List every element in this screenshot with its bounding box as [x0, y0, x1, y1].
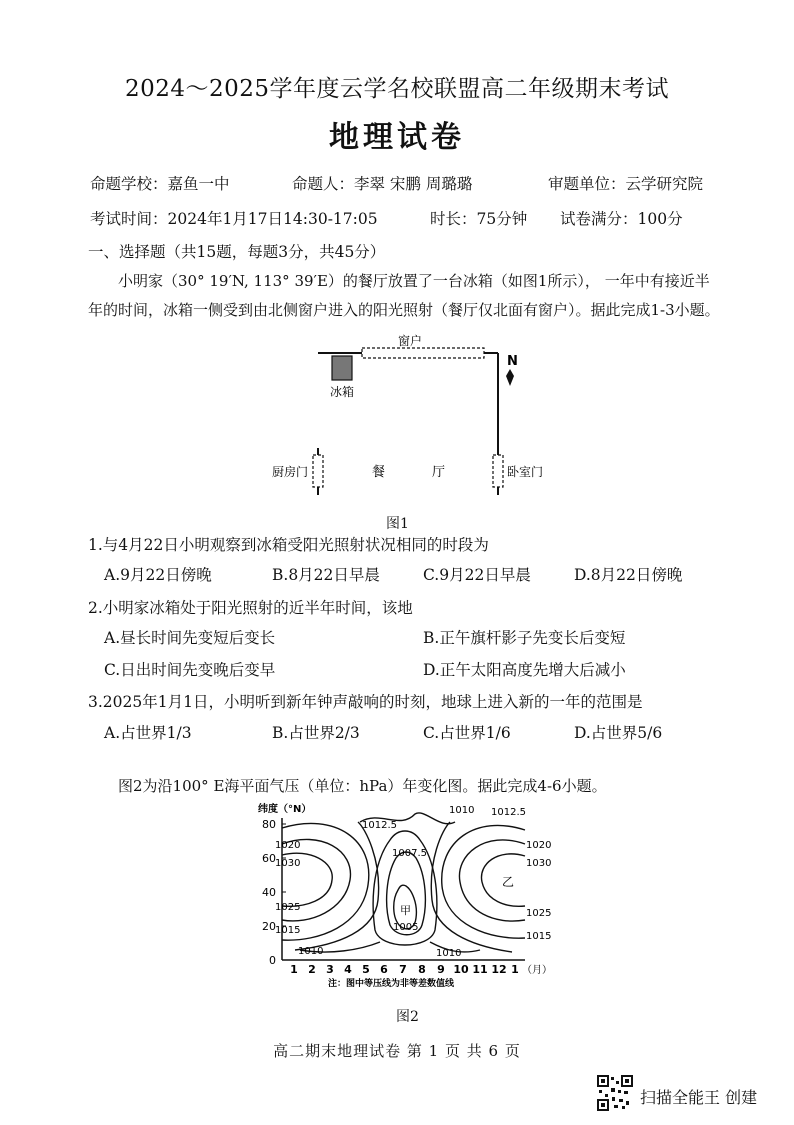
question-2-stem: 2.小明家冰箱处于阳光照射的近半年时间，该地 — [88, 599, 413, 617]
isobar-label: 1030 — [275, 858, 301, 869]
window-label: 窗户 — [397, 334, 423, 348]
figure-2-note: 注：图中等压线为非等差数值线 — [328, 979, 455, 989]
fridge-label: 冰箱 — [329, 385, 355, 399]
isobar-label: 1025 — [275, 902, 301, 913]
y-tick: 60 — [262, 852, 276, 865]
exam-time-label: 考试时间：2024年1月17日14:30-17:05 — [90, 210, 378, 228]
x-tick: 5 — [362, 963, 370, 976]
question-2-option-d: D.正午太阳高度先增大后减小 — [423, 661, 626, 679]
question-3-option-b: B.占世界2/3 — [272, 724, 360, 742]
question-3-option-a: A.占世界1/3 — [104, 724, 192, 742]
page-footer: 高二期末地理试卷 第 1 页 共 6 页 — [273, 1042, 521, 1060]
question-2-option-b: B.正午旗杆影子先变长后变短 — [423, 629, 626, 647]
isobar-label: 1015 — [275, 925, 301, 936]
kitchen-door-rect — [313, 455, 323, 487]
full-score-label: 试卷满分：100分 — [560, 210, 683, 228]
fridge-rect — [332, 356, 352, 380]
x-tick: 11 — [472, 963, 488, 976]
y-tick: 80 — [262, 818, 276, 831]
isobar-1015-left — [295, 822, 379, 950]
pressure-center-yi: 乙 — [502, 875, 515, 889]
section-heading: 一、选择题（共15题，每题3分，共45分） — [88, 243, 386, 261]
x-axis-unit: （月） — [522, 965, 552, 976]
window-rect — [362, 348, 484, 358]
x-tick: 9 — [437, 963, 445, 976]
isobar-label: 1010 — [436, 948, 462, 959]
isobar-label: 1020 — [526, 840, 552, 851]
question-3-option-d: D.占世界5/6 — [574, 724, 663, 742]
x-tick: 12 — [491, 963, 507, 976]
school-label: 命题学校：嘉鱼一中 — [90, 175, 230, 193]
intro-paragraph-line-2: 年的时间，冰箱一侧受到由北侧窗户进入的阳光照射（餐厅仅北面有窗户）。据此完成1-3小题。 — [88, 301, 720, 319]
isobar-label: 1005 — [393, 922, 419, 933]
bedroom-door-label: 卧室门 — [507, 465, 544, 479]
question-3-option-c: C.占世界1/6 — [423, 724, 511, 742]
x-tick: 1 — [290, 963, 298, 976]
isobar-label: 1015 — [526, 931, 552, 942]
intro-paragraph-line-1: 小明家（30° 19′N, 113° 39′E）的餐厅放置了一台冰箱（如图1所示）， 一年中有接近半 — [118, 272, 710, 290]
question-1-stem: 1.与4月22日小明观察到冰箱受阳光照射状况相同的时段为 — [88, 536, 489, 554]
isobar-label: 1012.5 — [491, 807, 526, 818]
isobar-label: 1010 — [449, 805, 475, 816]
isobar-1020-right — [459, 840, 525, 921]
dining-label-1: 餐 — [372, 465, 386, 480]
y-tick: 40 — [262, 886, 276, 899]
figure-2-intro: 图2为沿100° E海平面气压（单位：hPa）年变化图。据此完成4-6小题。 — [118, 777, 607, 795]
figure-2-caption: 图2 — [396, 1009, 419, 1025]
x-tick: 8 — [418, 963, 426, 976]
reviewer-label: 审题单位：云学研究院 — [548, 175, 704, 193]
qr-code-icon — [597, 1075, 633, 1111]
question-1-option-c: C.9月22日早晨 — [423, 566, 531, 584]
isobar-label: 1025 — [526, 908, 552, 919]
subject-title: 地理试卷 — [329, 120, 465, 155]
north-arrow-icon — [506, 369, 514, 386]
x-tick: 3 — [326, 963, 334, 976]
bedroom-door-rect — [493, 455, 503, 487]
isobar-1015-right — [431, 822, 515, 952]
authors-label: 命题人：李翠 宋鹏 周璐璐 — [292, 175, 473, 193]
question-1-option-a: A.9月22日傍晚 — [104, 566, 212, 584]
isobar-label: 1012.5 — [362, 820, 397, 831]
x-tick: 2 — [308, 963, 316, 976]
x-tick: 4 — [344, 963, 352, 976]
question-2-option-c: C.日出时间先变晚后变早 — [104, 661, 276, 679]
isobar-label: 1007.5 — [392, 848, 427, 859]
x-tick: 7 — [399, 963, 407, 976]
question-1-option-b: B.8月22日早晨 — [272, 566, 380, 584]
isobar-label: 1030 — [526, 858, 552, 869]
figure-2-isobar-chart — [250, 800, 560, 1000]
y-tick: 0 — [269, 954, 276, 967]
exam-title: 2024～2025学年度云学名校联盟高二年级期末考试 — [124, 76, 670, 102]
duration-label: 时长：75分钟 — [430, 210, 528, 228]
x-tick: 1 — [511, 963, 519, 976]
isobar-label: 1020 — [275, 840, 301, 851]
x-tick: 6 — [380, 963, 388, 976]
x-tick: 10 — [453, 963, 469, 976]
kitchen-door-label: 厨房门 — [271, 465, 308, 479]
question-1-option-d: D.8月22日傍晚 — [574, 566, 683, 584]
y-tick: 20 — [262, 920, 276, 933]
north-label: N — [507, 354, 518, 369]
figure-1-caption: 图1 — [386, 516, 409, 532]
dining-label-2: 厅 — [432, 465, 446, 480]
question-2-option-a: A.昼长时间先变短后变长 — [104, 629, 276, 647]
y-axis-label: 纬度（°N） — [258, 804, 312, 815]
question-3-stem: 3.2025年1月1日，小明听到新年钟声敲响的时刻，地球上进入新的一年的范围是 — [88, 693, 643, 711]
figure-1-floor-plan — [271, 330, 544, 505]
isobar-label: 1010 — [298, 946, 324, 957]
scanner-watermark: 扫描全能王 创建 — [640, 1088, 758, 1107]
pressure-center-jia: 甲 — [400, 904, 411, 917]
